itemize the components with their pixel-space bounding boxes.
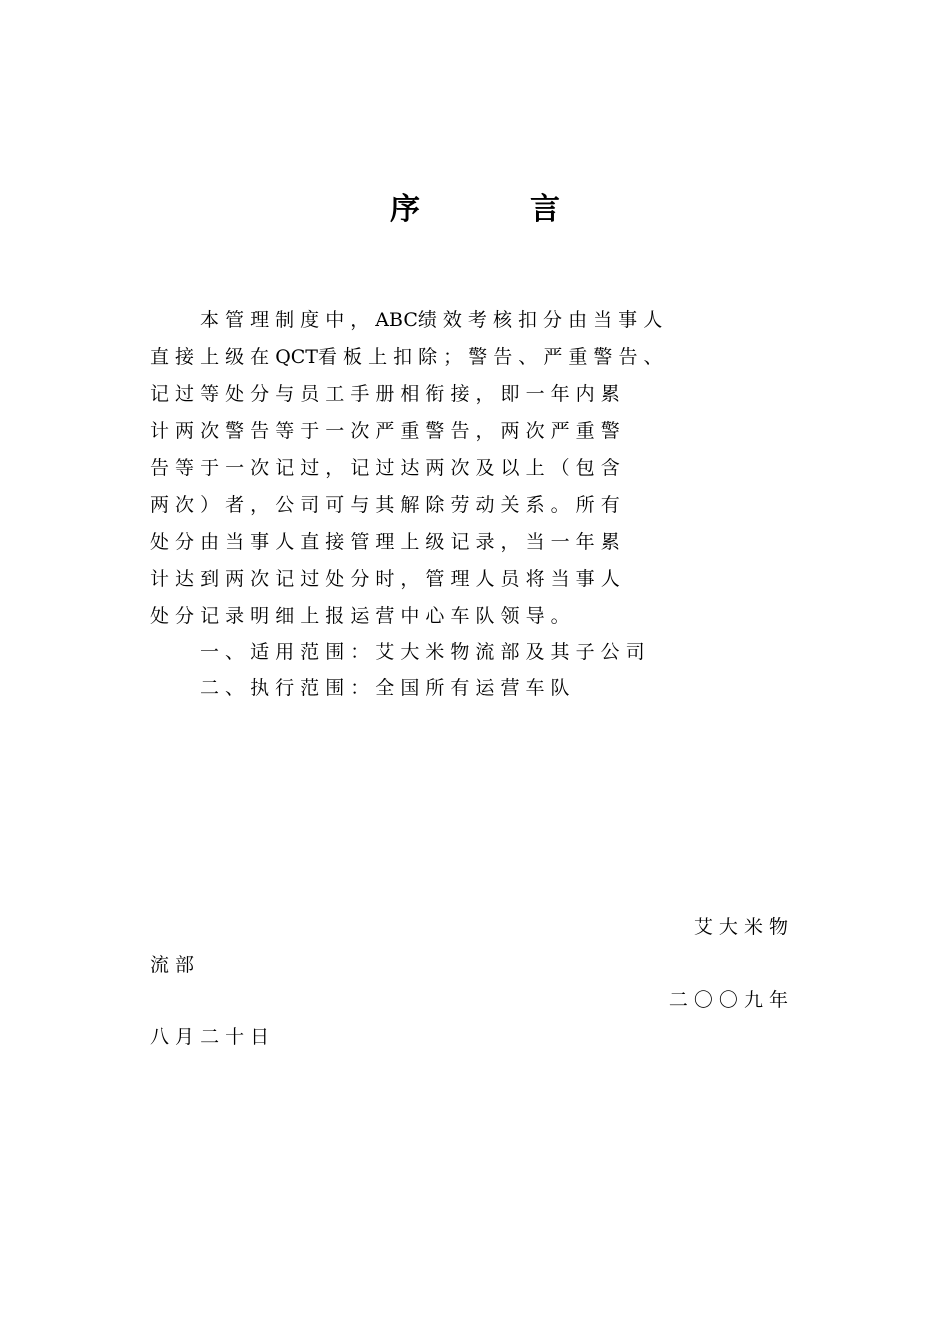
body-line: 两 次 ） 者 ， 公 司 可 与 其 解 除 劳 动 关 系 。 所 有 [150,494,620,516]
body-line: 记 过 等 处 分 与 员 工 手 册 相 衔 接 ， 即 一 年 内 累 [150,383,620,405]
body-line: 处 分 由 当 事 人 直 接 管 理 上 级 记 录 ， 当 一 年 累 [150,531,620,553]
body-line: 本 管 理 制 度 中 ， ABC绩 效 考 核 扣 分 由 当 事 人 [200,309,663,331]
signature-date-part1: 二 〇 〇 九 年 [668,989,788,1011]
body-line: 计 两 次 警 告 等 于 一 次 严 重 警 告 ， 两 次 严 重 警 [150,420,620,442]
scope-execution: 二 、 执 行 范 围 ： 全 国 所 有 运 营 车 队 [200,677,570,699]
scope-applicable: 一 、 适 用 范 围 ： 艾 大 米 物 流 部 及 其 子 公 司 [200,641,645,663]
signature-date-part2: 八 月 二 十 日 [150,1026,270,1048]
signature-org-part1: 艾 大 米 物 [693,916,788,938]
body-line: 处 分 记 录 明 细 上 报 运 营 中 心 车 队 领 导 。 [150,605,570,627]
body-line: 直 接 上 级 在 QCT看 板 上 扣 除 ； 警 告 、 严 重 警 告 、 [150,346,663,368]
body-line: 告 等 于 一 次 记 过 ， 记 过 达 两 次 及 以 上 （ 包 含 [150,457,620,479]
body-line: 计 达 到 两 次 记 过 处 分 时 ， 管 理 人 员 将 当 事 人 [150,568,620,590]
page-title: 序 言 [390,192,600,227]
signature-org-part2: 流 部 [150,954,195,976]
